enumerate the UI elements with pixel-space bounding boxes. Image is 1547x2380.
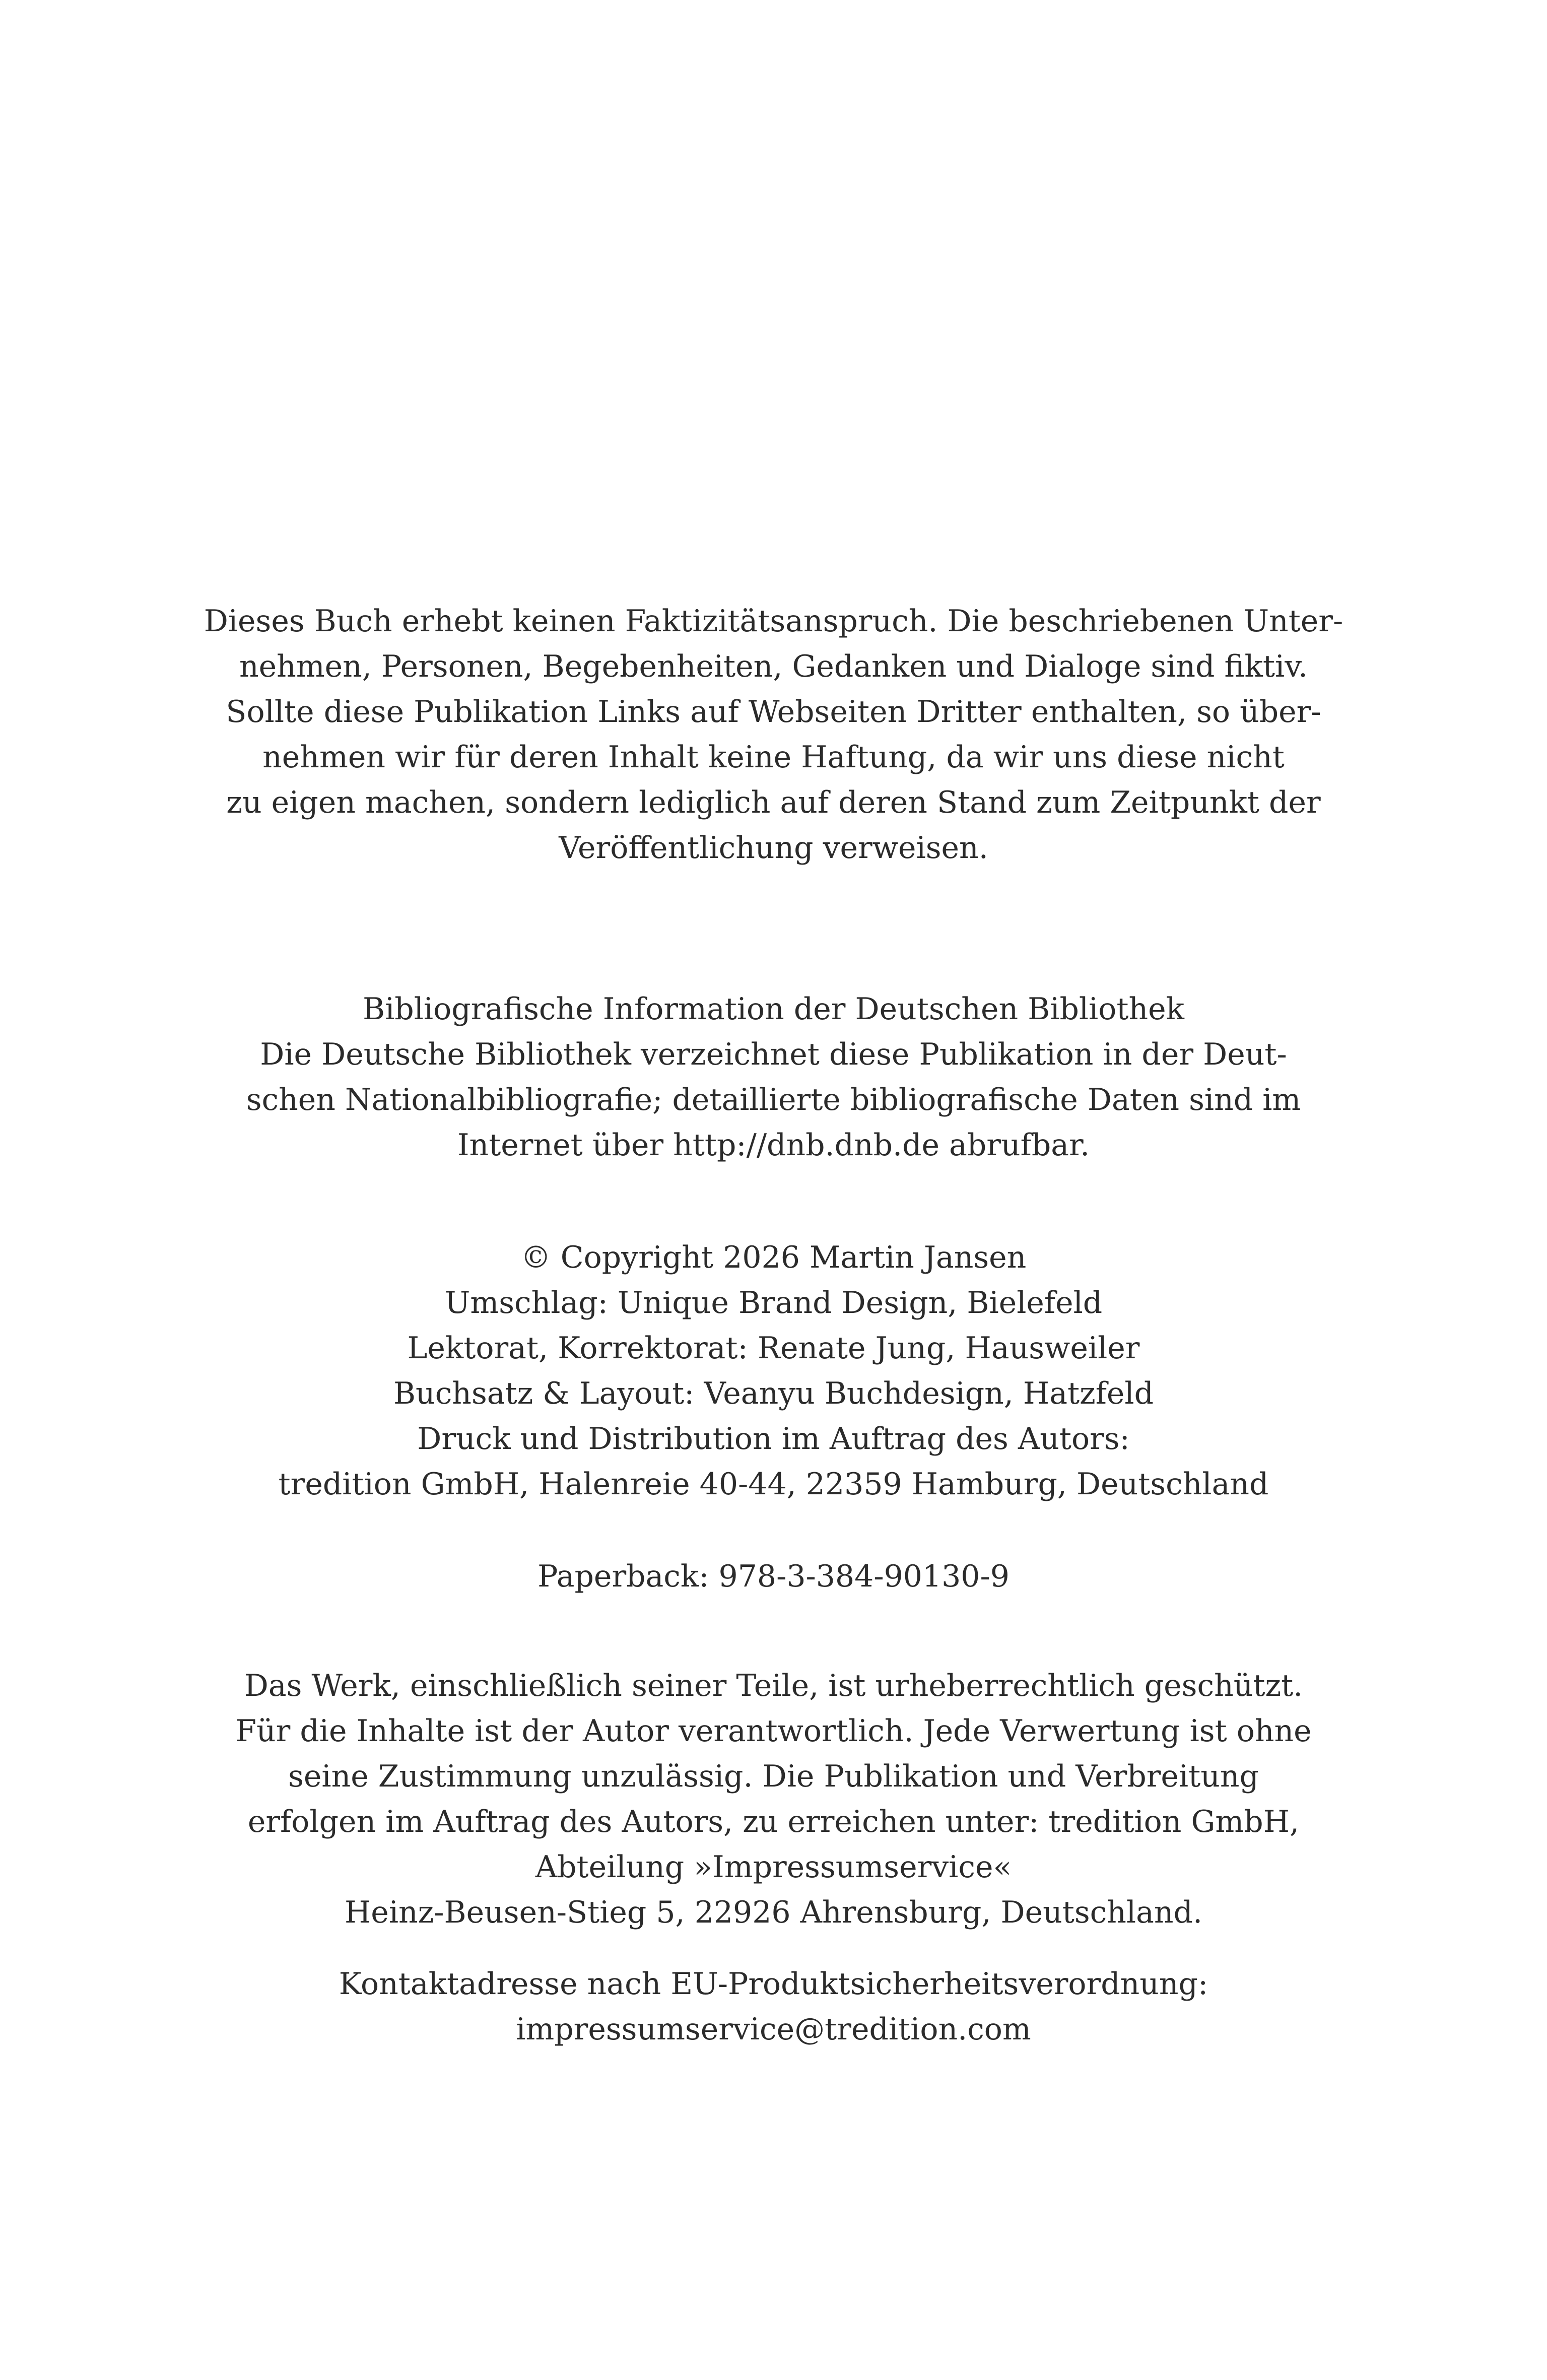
contact-block — [0, 1961, 1547, 2052]
copyright-notice-line: seine Zustimmung unzulässig. Die Publikation und Verbreitung — [288, 1759, 1259, 1794]
credits-block — [0, 1235, 1547, 1507]
copyright-notice-line: Abteilung »Impressumservice« — [535, 1849, 1012, 1885]
bibliographic-information — [0, 986, 1547, 1168]
isbn-line: Paperback: 978-3-384-90130-9 — [537, 1559, 1010, 1594]
copyright-notice-line: erfolgen im Auftrag des Autors, zu erreichen unter: tredition GmbH, — [247, 1804, 1300, 1839]
bibliography-heading: Bibliografische Information der Deutschen Bibliothek — [363, 991, 1184, 1027]
disclaimer-line: zu eigen machen, sondern lediglich auf deren Stand zum Zeitpunkt der — [226, 785, 1321, 820]
distribution-credit: Druck und Distribution im Auftrag des Autors: — [417, 1421, 1130, 1457]
copyright-line: © Copyright 2026 Martin Jansen — [520, 1240, 1027, 1275]
disclaimer-line: Veröffentlichung verweisen. — [559, 830, 988, 866]
disclaimer-line: nehmen wir für deren Inhalt keine Haftung, da wir uns diese nicht — [262, 740, 1285, 775]
disclaimer-line: Sollte diese Publikation Links auf Webseiten Dritter enthalten, so über- — [226, 694, 1321, 730]
copyright-notice-line: Heinz-Beusen-Stieg 5, 22926 Ahrensburg, Deutschland. — [344, 1895, 1203, 1930]
bibliography-line: Die Deutsche Bibliothek verzeichnet diese Publikation in der Deut- — [260, 1037, 1287, 1072]
publisher-address: tredition GmbH, Halenreie 40-44, 22359 Hamburg, Deutschland — [278, 1467, 1269, 1502]
isbn-block — [0, 1554, 1547, 1599]
contact-label: Kontaktadresse nach EU-Produktsicherheitsverordnung: — [339, 1966, 1208, 2002]
disclaimer-paragraph — [0, 599, 1547, 871]
editing-credit: Lektorat, Korrektorat: Renate Jung, Hausweiler — [407, 1331, 1140, 1366]
disclaimer-line: nehmen, Personen, Begebenheiten, Gedanken und Dialoge sind fiktiv. — [239, 649, 1308, 684]
copyright-notice-line: Das Werk, einschließlich seiner Teile, ist urheberrechtlich geschützt. — [244, 1668, 1303, 1703]
disclaimer-line: Dieses Buch erhebt keinen Faktizitätsanspruch. Die beschriebenen Unter- — [204, 604, 1343, 639]
copyright-notice-line: Für die Inhalte ist der Autor verantwortlich. Jede Verwertung ist ohne — [235, 1713, 1312, 1749]
bibliography-line: schen Nationalbibliografie; detaillierte bibliografische Daten sind im — [246, 1082, 1301, 1117]
contact-email: impressumservice@tredition.com — [516, 2012, 1031, 2047]
cover-credit: Umschlag: Unique Brand Design, Bielefeld — [444, 1285, 1103, 1320]
copyright-notice — [0, 1663, 1547, 1935]
typesetting-credit: Buchsatz & Layout: Veanyu Buchdesign, Hatzfeld — [393, 1376, 1154, 1411]
bibliography-line: Internet über http://dnb.dnb.de abrufbar. — [457, 1128, 1090, 1163]
